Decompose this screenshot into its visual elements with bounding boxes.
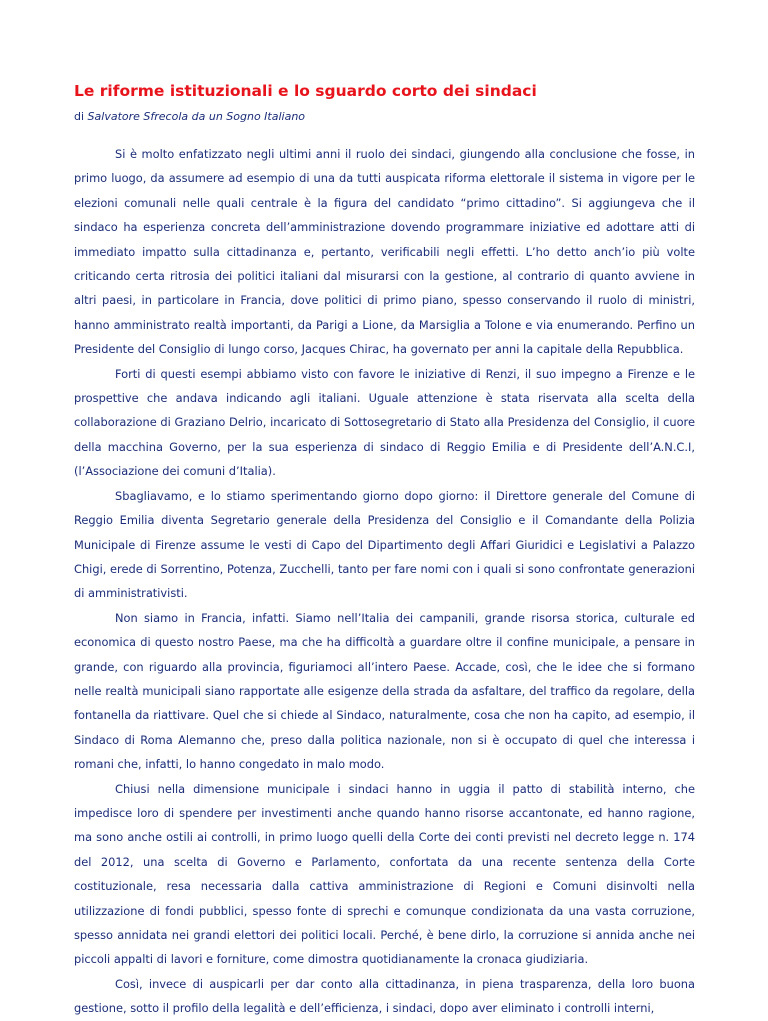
- paragraph: Così, invece di auspicarli per dar conto alla cittadinanza, in piena trasparenza, della loro buona gestione, sotto il profilo della legalità e dell’efficienza, i sindaci, dopo aver eliminato i controlli interni,: [74, 976, 695, 1016]
- document-page: [74, 80, 695, 1021]
- byline-prefix: di: [74, 110, 88, 123]
- article-title: Le riforme istituzionali e lo sguardo corto dei sindaci: [74, 82, 537, 100]
- paragraph: Forti di questi esempi abbiamo visto con favore le iniziative di Renzi, il suo impegno a Firenze e le prospettive che andava indicando agli italiani. Uguale attenzione è stata riservata alla scelta della collaborazione di Graziano Delrio, incaricato di Sottosegretario di Stato alla Presidenza del Consiglio, il cuore della macchina Governo, per la sua esperienza di sindaco di Reggio Emilia e di Presidente dell’A.N.C.I, (l’Associazione dei comuni d’Italia).: [74, 366, 695, 479]
- byline-author: Salvatore Sfrecola da un Sogno Italiano: [87, 110, 306, 123]
- paragraph: Chiusi nella dimensione municipale i sindaci hanno in uggia il patto di stabilità interno, che impedisce loro di spendere per investimenti anche quando hanno risorse accantonate, ed hanno ragione, ma sono anche ostili ai controlli, in primo luogo quelli della Corte dei conti previsti nel decreto legge n. 174 del 2012, una scelta di Governo e Parlamento, confortata da una recente sentenza della Corte costituzionale, resa necessaria dalla cattiva amministrazione di Regioni e Comuni disinvolti nella utilizzazione di fondi pubblici, spesso fonte di sprechi e comunque condizionata da una vasta corruzione, spesso annidata nei grandi elettori dei politici locali. Perché, è bene dirlo, la corruzione si annida anche nei piccoli appalti di lavori e forniture, come dimostra quotidianamente la cronaca giudiziaria.: [74, 781, 695, 967]
- paragraph: Si è molto enfatizzato negli ultimi anni il ruolo dei sindaci, giungendo alla conclusione che fosse, in primo luogo, da assumere ad esempio di una da tutti auspicata riforma elettorale il sistema in vigore per le elezioni comunali nelle quali centrale è la figura del candidato “primo cittadino”. Si aggiungeva che il sindaco ha esperienza concreta dell’amministrazione dovendo programmare iniziative ed adottare atti di immediato impatto sulla cittadinanza e, pertanto, verificabili negli effetti. L’ho detto anch’io più volte criticando certa ritrosia dei politici italiani dal misurarsi con la gestione, al contrario di quanto avviene in altri paesi, in particolare in Francia, dove politici di primo piano, spesso conservando il ruolo di ministri, hanno amministrato realtà importanti, da Parigi a Lione, da Marsiglia a Tolone e via enumerando. Perfino un Presidente del Consiglio di lungo corso, Jacques Chirac, ha governato per anni la capitale della Repubblica.: [74, 147, 695, 357]
- article-body: [74, 142, 695, 1021]
- paragraph: Non siamo in Francia, infatti. Siamo nell’Italia dei campanili, grande risorsa storica, culturale ed economica di questo nostro Paese, ma che ha difficoltà a guardare oltre il confine municipale, a pensare in grande, con riguardo alla provincia, figuriamoci all’intero Paese. Accade, così, che le idee che si formano nelle realtà municipali siano rapportate alle esigenze della strada da asfaltare, del traffico da regolare, della fontanella da riattivare. Quel che si chiede al Sindaco, naturalmente, cosa che non ha capito, ad esempio, il Sindaco di Roma Alemanno che, preso dalla politica nazionale, non si è occupato di quel che interessa i romani che, infatti, lo hanno congedato in malo modo.: [74, 610, 695, 772]
- paragraph: Sbagliavamo, e lo stiamo sperimentando giorno dopo giorno: il Direttore generale del Comune di Reggio Emilia diventa Segretario generale della Presidenza del Consiglio e il Comandante della Polizia Municipale di Firenze assume le vesti di Capo del Dipartimento degli Affari Giuridici e Legislativi a Palazzo Chigi, erede di Sorrentino, Potenza, Zucchelli, tanto per fare nomi con i quali si sono confrontate generazioni di amministrativisti.: [74, 488, 695, 601]
- article-byline: [74, 109, 695, 125]
